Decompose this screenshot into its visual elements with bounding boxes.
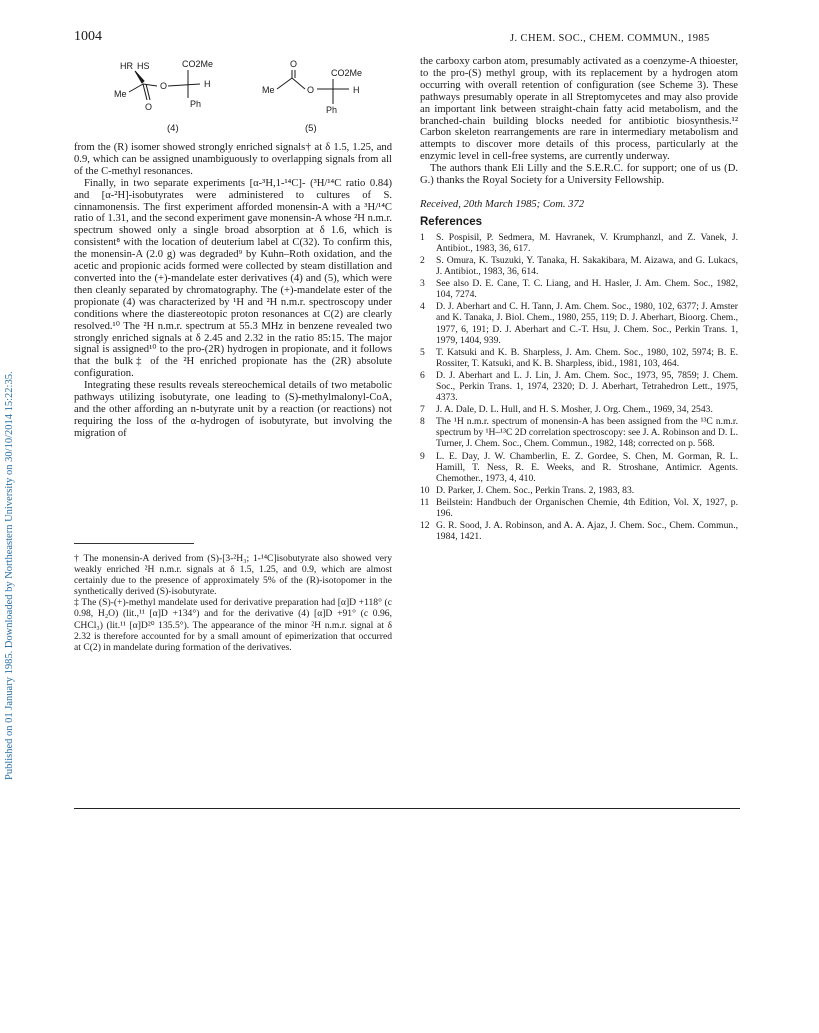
- reference-item: 10 D. Parker, J. Chem. Soc., Perkin Trans. 2, 1983, 83.: [420, 484, 635, 496]
- atom-me: Me: [262, 85, 275, 95]
- footnote-rule: [74, 543, 194, 544]
- atom-hs: HS: [137, 61, 150, 71]
- reference-item: 3 See also D. E. Cane, T. C. Liang, and H. Hasler, J. Am. Chem. Soc., 1982, 104, 7274.: [420, 278, 738, 301]
- structure-4-label: (4): [167, 123, 179, 134]
- footnote: ‡ The (S)-(+)-methyl mandelate used for derivative preparation had [α]D +118° (c 0.98, H₂O) (lit.,¹¹ [α]D +134°) and for the derivative (4) [α]D +91° (c 0.96, CHCl₃) (lit.¹¹ [α]D²⁰ 135.5°). The appearance of the minor ²H n.m.r. signal at δ 2.32 is therefore accounted for by a small amount of epimerization that occurred at C(2) in mandelate during formation of the derivatives.: [74, 597, 392, 653]
- paragraph: from the (R) isomer showed strongly enriched signals† at δ 1.5, 1.25, and 0.9, which can be assigned unambiguously to overlapping signals from all of the C-methyl resonances.: [74, 142, 392, 177]
- reference-item: 7 J. A. Dale, D. L. Hull, and H. S. Mosher, J. Org. Chem., 1969, 34, 2543.: [420, 404, 713, 416]
- structure-5-label: (5): [305, 123, 317, 134]
- atom-h: H: [353, 85, 360, 95]
- atom-co2me: CO2Me: [331, 68, 363, 78]
- reference-item: 6 D. J. Aberhart and L. J. Lin, J. Am. Chem. Soc., 1973, 95, 7859; J. Chem. Soc., Perkin Trans. 1, 1974, 2320; D. J. Aberhart, Tetrahedron Lett., 1975, 4373.: [420, 369, 738, 404]
- atom-o: O: [290, 59, 298, 69]
- reference-item: 5 T. Katsuki and K. B. Sharpless, J. Am. Chem. Soc., 1980, 102, 5974; B. E. Rossiter, T. Katsuki, and K. B. Sharpless, ibid., 1981, 103, 464.: [420, 346, 738, 369]
- reference-item: 11 Beilstein: Handbuch der Organischen Chemie, 4th Edition, Vol. X, 1927, p. 196.: [420, 496, 738, 520]
- paragraph: Finally, in two separate experiments [α-³H,1-¹⁴C]- (³H/¹⁴C ratio 0.84) and [α-²H]-isobutyrates were administered to cultures of S. cinnamonensis. The first experiment afforded monensin-A with a ³H/¹⁴C ratio of 1.31, and the second experiment gave monensin-A whose ²H n.m.r. spectrum showed only a single broad absorption at δ 1.6, which is consistent⁸ with the location of deuterium label at C(32). To confirm this, the monensin-A (2.0 g) was degraded⁹ by Kuhn–Roth oxidation, and the acetic and propionic acids formed were collected by steam distillation and converted into the (+)-mandelate ester derivatives (4) and (5), which were then cleanly separated by chromatography. The (+)-mandelate ester of the propionate (4) was characterized by ¹H and ²H n.m.r. spectroscopy under conditions where the diastereotopic proton resonances at C(2) are clearly resolved.¹⁰ The ²H n.m.r. spectrum at 55.3 MHz in benzene revealed two strongly enriched signals at δ 2.45 and 2.32 in the ratio 85:15. The major signal is assigned¹⁰ to the pro-(2R) hydrogen in propionate, and it follows that the bulk‡ of the ²H enriched propionate has the (2R) absolute configuration.: [74, 177, 392, 380]
- atom-ph: Ph: [326, 105, 338, 115]
- reference-item: 12 G. R. Sood, J. A. Robinson, and A. A. Ajaz, J. Chem. Soc., Chem. Commun., 1984, 1421.: [420, 520, 738, 543]
- footnotes: [74, 553, 392, 653]
- footnote: † The monensin-A derived from (S)-[3-²H₃; 1-¹⁴C]isobutyrate also showed very weakly enriched ²H n.m.r. signals at δ 1.5, 1.25, and 0.9, which are almost certainly due to the presence of approximately 5% of the (R)-isotopomer in the synthetically derived (S)-isobutyrate.: [74, 553, 392, 598]
- paragraph: the carboxy carbon atom, presumably activated as a coenzyme-A thioester, to the pro-(S) methyl group, with its replacement by a hydrogen atom occurring with overall retention of configuration (see Scheme 3). These pathways presumably operate in all Streptomycetes and may also provide an important link between straight-chain fatty acid metabolism, and the branched-chain building blocks needed for antibiotic biosynthesis.¹² Carbon skeleton rearrangements are rare in intermediary metabolism and attempts to discover more details of this process, particularly at the enzymic level in cell-free systems, are currently underway.: [420, 56, 738, 163]
- acknowledgement: The authors thank Eli Lilly and the S.E.R.C. for support; one of us (D. G.) thanks the Royal Society for a University Fellowship.: [420, 163, 738, 187]
- atom-me: Me: [114, 89, 127, 99]
- reference-item: 1 S. Pospisil, P. Sedmera, M. Havranek, V. Krumphanzl, and Z. Vanek, J. Antibiot., 1983, 36, 617.: [420, 231, 738, 254]
- paragraph: Integrating these results reveals stereochemical details of two metabolic pathways utilizing isobutyrate, one leading to (S)-methylmalonyl-CoA, and the other affording an n-butyrate unit by a reaction (or reactions) not requiring the loss of the α-hydrogen of isobutyrate, but involving the migration of: [74, 380, 392, 439]
- journal-header: J. CHEM. SOC., CHEM. COMMUN., 1985: [510, 33, 710, 44]
- atom-h: H: [204, 79, 211, 89]
- atom-co2me: CO2Me: [182, 59, 214, 69]
- download-watermark: Published on 01 January 1985. Downloaded by Northeastern University on 30/10/2014 15:22:35.: [4, 371, 15, 780]
- reference-item: 9 L. E. Day, J. W. Chamberlin, E. Z. Gordee, S. Chen, M. Gorman, R. L. Hamill, T. Ness, R. E. Weeks, and R. Stroshane, Antimicr. Agents. Chemother., 1973, 4, 410.: [420, 450, 738, 484]
- left-column-body: [74, 142, 392, 440]
- atom-ph: Ph: [190, 99, 202, 109]
- reference-list: [420, 232, 738, 543]
- atom-hr: HR: [120, 61, 133, 71]
- right-column-body: [420, 56, 738, 543]
- reference-item: 2 S. Omura, K. Tsuzuki, Y. Tanaka, H. Sakakibara, M. Aizawa, and G. Lukacs, J. Antibiot., 1983, 36, 614.: [420, 254, 738, 278]
- references-heading: References: [420, 215, 483, 228]
- page-bottom-rule: [74, 808, 740, 809]
- received-date: Received, 20th March 1985; Com. 372: [420, 198, 585, 210]
- atom-o2: O: [307, 85, 315, 95]
- reference-item: 4 D. J. Aberhart and C. H. Tann, J. Am. Chem. Soc., 1980, 102, 6377; J. Amster and K. Tanaka, J. Biol. Chem., 1980, 255, 119; D. J. Aberhart, Bioorg. Chem., 1977, 6, 191; D. J. Aberhart and C.-T. Hsu, J. Chem. Soc., Perkin Trans. 1, 1979, 1404, 939.: [420, 301, 738, 346]
- reference-item: 8 The ¹H n.m.r. spectrum of monensin-A has been assigned from the ¹³C n.m.r. spectrum by ¹H–¹³C 2D correlation spectroscopy: see J. A. Robinson and D. L. Turner, J. Chem. Soc., Chem. Commun., 1982, 148; corrected on p. 568.: [420, 416, 738, 450]
- atom-o2: O: [145, 102, 153, 112]
- atom-o: O: [160, 81, 168, 91]
- page-number: 1004: [74, 29, 102, 44]
